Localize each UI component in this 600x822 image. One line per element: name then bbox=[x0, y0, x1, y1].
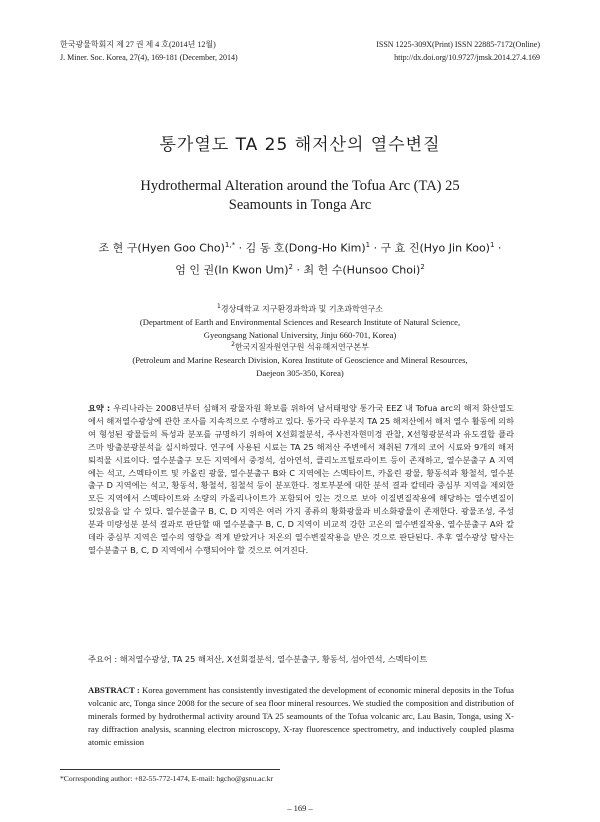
affiliation-en-line2: Daejeon 305-350, Korea) bbox=[256, 367, 344, 378]
author-line-1 bbox=[60, 236, 540, 258]
author-name: 엄 인 권(In Kwon Um) bbox=[175, 263, 289, 277]
affiliation-en-line2: Gyeongsang National University, Jinju 660-701, Korea) bbox=[203, 329, 397, 340]
journal-header-left bbox=[60, 38, 238, 64]
abstract-korean bbox=[88, 402, 514, 557]
corresponding-author-footnote: *Corresponding author: +82-55-772-1474, E-mail: hgcho@gsnu.ac.kr bbox=[60, 774, 274, 783]
journal-header-en: J. Miner. Soc. Korea, 27(4), 169-181 (December, 2014) bbox=[60, 53, 238, 62]
affiliation-2 bbox=[60, 339, 540, 379]
page-number: – 169 – bbox=[287, 803, 313, 813]
author-name: 최 헌 수(Hunsoo Choi) bbox=[303, 263, 421, 277]
author-sup: 2 bbox=[420, 262, 425, 271]
author-separator: · bbox=[235, 241, 246, 255]
affiliation-ko-text: 한국지질자원연구원 석유해저연구본부 bbox=[234, 342, 369, 352]
title-english bbox=[80, 177, 520, 215]
author-separator: · bbox=[293, 263, 304, 277]
affiliation-sup: 1 bbox=[216, 303, 221, 310]
keywords-label: 주요어 : bbox=[88, 654, 120, 664]
author-sup: 1,* bbox=[224, 241, 236, 249]
abstract-en-label: ABSTRACT : bbox=[88, 685, 142, 695]
abstract-en-text: Korea government has consistently investigated the development of economic mineral deposits in the Tofua volcanic arc, Tonga since 2008 for the secure of sea floor mineral resources. We studied the composition and distribution of minerals formed by hydrothermal activity around TA 25 seamounts of the Tofua volcanic arc, Lau Basin, Tonga, using X-ray diffraction analysis, scanning electron microscopy, X-ray fluorescence spectrometry, and inductively coupled plasma atomic emission bbox=[88, 685, 514, 747]
affiliation-ko-text: 경상대학교 지구환경과학과 및 기초과학연구소 bbox=[220, 304, 383, 314]
affiliation-ko bbox=[60, 301, 540, 316]
author-sup: 2 bbox=[288, 262, 294, 271]
author-sup: 1 bbox=[489, 241, 495, 249]
author-name: 조 현 구(Hyen Goo Cho) bbox=[98, 241, 225, 255]
affiliation-sup: 2 bbox=[231, 341, 235, 348]
title-english-line1: Hydrothermal Alteration around the Tofua Arc (TA) 25 bbox=[140, 178, 460, 194]
author-name: 김 동 호(Dong-Ho Kim) bbox=[245, 241, 366, 255]
abstract-english bbox=[88, 684, 514, 749]
author-separator: · bbox=[494, 241, 502, 255]
journal-header-ko: 한국광물학회지 제 27 권 제 4 호(2014년 12월) bbox=[60, 40, 216, 49]
title-english-line2: Seamounts in Tonga Arc bbox=[228, 197, 372, 213]
author-line-2 bbox=[60, 258, 540, 280]
author-name: 구 효 진(Hyo Jin Koo) bbox=[380, 241, 490, 255]
affiliation-en-line1: (Petroleum and Marine Research Division, Korea Institute of Geoscience and Mineral Resources, bbox=[132, 355, 468, 366]
affiliation-ko bbox=[60, 339, 540, 354]
footnote-rule bbox=[60, 769, 280, 770]
affiliation-en-line1: (Department of Earth and Environmental Sciences and Research Institute of Natural Science, bbox=[139, 317, 461, 328]
doi-link[interactable]: http://dx.doi.org/10.9727/jmsk.2014.27.4.169 bbox=[394, 53, 540, 62]
title-korean: 통가열도 TA 25 해저산의 열수변질 bbox=[159, 135, 441, 155]
author-sup: 1 bbox=[365, 241, 371, 249]
author-separator: · bbox=[370, 241, 381, 255]
abstract-ko-label: 요약 : bbox=[88, 403, 114, 413]
keywords-text: 해저열수광상, TA 25 해저산, X선회절분석, 열수분출구, 황동석, 섬아연석, 스멕타이트 bbox=[119, 654, 428, 664]
abstract-ko-text: 우리나라는 2008년부터 심해저 광물자원 확보를 위하여 남서태평양 통가국 EEZ 내 Tofua arc의 해저 화산열도에서 해저열수광상에 관한 조사를 지속적으로 수행하고 있다. 통가국 라우분지 TA 25 해저산에서 해저 열수 활동에 의하여 형성된 광물들의 특성과 분포를 규명하기 위하여 X선회절분석, 주사전자현미경 관찰, X선형광분석과 유도결합 플라즈마 방출분광분석을 실시하였다. 연구에 사용된 시료는 TA 25 해저산 주변에서 채취된 7개의 코어 시료와 9개의 해저퇴적물 시료이다. 열수분출구 모든 지역에서 중정석, 섬아연석, 클리노프틸로라이트 등이 존재하고, 열수분출구 A 지역에는 석고, 스멕타이트 및 카올린 광물, 열수분출구 B와 C 지역에는 스멕타이트, 카올린 광물, 황동석과 황철석, 열수분출구 D 지역에는 석고, 황동석, 황철석, 침철석 등이 분포한다. 정토부분에 대한 분석 결과 칼데라 중심부 지역을 제외한 모든 지역에서 스멕타이트와 소량의 카올리나이트가 포함되어 있는 것으로 보아 이질변질작용에 해당하는 열수변질이 있었음을 알 수 있다. 열수분출구 B, C, D 지역은 여러 가지 종류의 황화광물과 비소화광물이 존재한다. 광물조성, 주성분과 미량성분 분석 결과로 판단할 때 열수분출구 B, C, D 지역이 비교적 강한 고온의 열수변질작용, 열수분출구 A와 칼데라 중심부 지역은 열수의 영향을 적게 받았거나 저온의 열수변질작용을 받은 것으로 판단된다. 추후 열수광상 탐사는 열수분출구 B, C, D 지역에서 수행되어야 할 것으로 여겨진다. bbox=[88, 403, 514, 555]
issn-line: ISSN 1225-309X(Print) ISSN 22885-7172(Online) bbox=[376, 40, 540, 49]
journal-header-right bbox=[376, 38, 540, 64]
keywords-korean bbox=[88, 653, 514, 665]
affiliation-1 bbox=[60, 301, 540, 341]
author-list bbox=[60, 236, 540, 279]
